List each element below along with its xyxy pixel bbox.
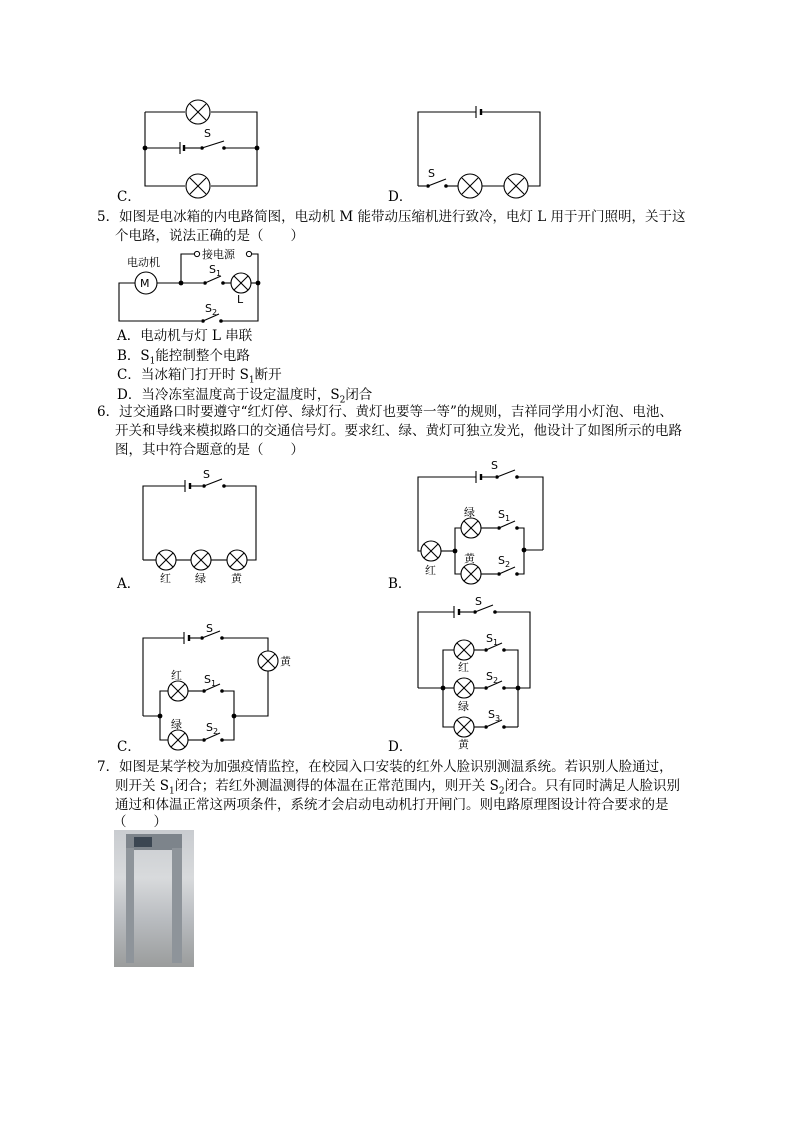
q6-option-a[interactable]: A． <box>117 576 141 592</box>
q7-stem-line1: 7．如图是某学校为加强疫情监控，在校园入口安装的红外人脸识别测温系统。若识别人脸通过， <box>97 759 673 775</box>
q4d-switch-label: S <box>428 167 435 180</box>
q6b-s-label: S <box>491 459 498 472</box>
q5-option-a[interactable]: A．电动机与灯 L 串联 <box>117 328 253 344</box>
q6b-s1-label: $S_1$ <box>498 508 511 523</box>
q6a-red-label: 红 <box>160 572 171 585</box>
q6c-s2-label: $S_2$ <box>206 721 219 736</box>
q6d-green-bulb <box>454 678 474 698</box>
q6-stem-line1: 6．过交通路口时要遵守“红灯停、绿灯行、黄灯也要等一等”的规则，吉祥同学用小灯泡、电池、 <box>97 404 673 420</box>
q6d-s-label: S <box>475 595 482 608</box>
q5-lamp-label: L <box>237 293 244 306</box>
q4c-switch-label: S <box>204 127 211 140</box>
q7-stem-line4: （ ） <box>113 814 167 830</box>
q5-option-b[interactable]: B．$S_1$能控制整个电路 <box>117 348 250 367</box>
q6-stem-line3: 图，其中符合题意的是（ ） <box>115 442 304 458</box>
q6d-s2-label: $S_2$ <box>486 670 499 685</box>
q5-motor-label: 电动机 <box>127 256 160 269</box>
q5-option-c[interactable]: C．当冰箱门打开时 $S_1$断开 <box>117 367 282 386</box>
q4-option-d[interactable]: D． <box>388 189 413 205</box>
q6c-s1-label: $S_1$ <box>204 673 217 688</box>
q6a-green-label: 绿 <box>195 572 206 585</box>
q7-gate-photo <box>114 830 194 967</box>
q7-stem-line2: 则开关 $S_1$闭合；若红外测温测得的体温在正常范围内，则开关 $S_2$闭合。只有同时满足人脸识别 <box>115 778 681 797</box>
q5-s1-label: $S_1$ <box>209 263 222 278</box>
q6a-yellow-label: 黄 <box>231 572 242 585</box>
q5-s2-label: $S_2$ <box>205 302 218 317</box>
q6b-red-label: 红 <box>425 564 436 577</box>
q6c-red-label: 红 <box>171 669 182 682</box>
q6d-s3-label: $S_3$ <box>488 708 501 723</box>
q6c-green-label: 绿 <box>171 718 182 731</box>
q7-stem-line3: 通过和体温正常这两项条件，系统才会启动电动机打开闸门。则电路原理图设计符合要求的是 <box>115 797 669 813</box>
q5-option-d[interactable]: D．当冷冻室温度高于设定温度时，$S_2$闭合 <box>117 387 373 406</box>
q6b-green-label: 绿 <box>464 506 475 519</box>
gate-screen-icon <box>134 837 152 847</box>
q6d-red-label: 红 <box>458 661 469 674</box>
gate-left-post <box>126 848 134 963</box>
q6a-s-label: S <box>203 468 210 481</box>
gate-right-post <box>172 848 182 963</box>
q5-power-label: 接电源 <box>202 248 235 261</box>
q5-stem-line2: 个电路，说法正确的是（ ） <box>115 228 304 244</box>
q5-motor-letter: M <box>140 277 150 290</box>
q6-option-c[interactable]: C． <box>117 739 141 755</box>
q6-option-d[interactable]: D． <box>388 739 413 755</box>
q6b-s2-label: $S_2$ <box>498 554 511 569</box>
q6c-yellow-label: 黄 <box>280 655 291 668</box>
q6d-s1-label: $S_1$ <box>486 632 499 647</box>
q6c-s-label: S <box>206 622 213 635</box>
q5-stem-line1: 5．如图是电冰箱的内电路简图，电动机 M 能带动压缩机进行致冷，电灯 L 用于开门照明，关于这 <box>97 209 686 225</box>
q4-option-c[interactable]: C． <box>117 189 141 205</box>
q6-option-b[interactable]: B． <box>388 576 412 592</box>
q6-stem-line2: 开关和导线来模拟路口的交通信号灯。要求红、绿、黄灯可独立发光，他设计了如图所示的电路 <box>115 423 682 439</box>
q6d-yellow-label: 黄 <box>458 738 469 751</box>
q6b-yellow-label: 黄 <box>464 552 475 565</box>
q6d-red-bulb <box>454 640 474 660</box>
q6d-green-label: 绿 <box>458 700 469 713</box>
q6d-yellow-bulb <box>454 717 474 737</box>
